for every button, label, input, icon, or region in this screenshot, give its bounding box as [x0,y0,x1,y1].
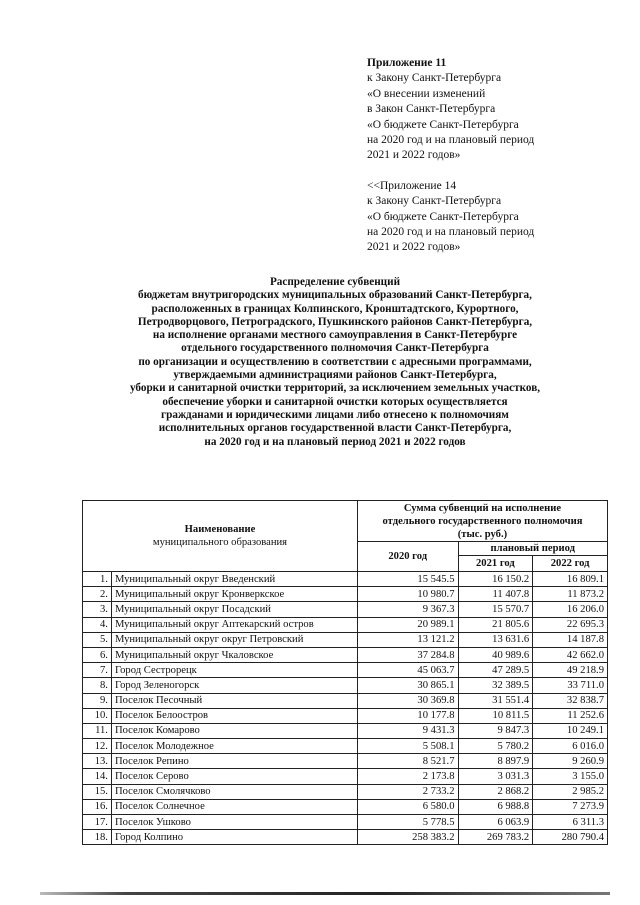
municipality-name: Поселок Молодежное [111,739,357,754]
value-2020: 5 778.5 [357,815,458,830]
value-2021: 40 989.6 [458,647,533,662]
title-line: уборки и санитарной очистки территорий, за исключением земельных участков, [129,382,541,395]
appendix-line: <<Приложение 14 [367,179,457,192]
value-2020: 5 508.1 [357,739,458,754]
value-2021: 9 847.3 [458,723,533,738]
municipality-name: Поселок Песочный [111,693,357,708]
value-2020: 258 383.2 [357,830,458,845]
header-2020: 2020 год [357,542,458,572]
value-2022: 9 260.9 [533,754,608,769]
value-2020: 30 865.1 [357,678,458,693]
table-row [83,693,608,708]
table-row [83,602,608,617]
value-2022: 6 016.0 [533,739,608,754]
appendix-line: Приложение 11 [367,57,447,69]
municipality-name: Поселок Репино [111,754,357,769]
municipality-name: Муниципальный округ Чкаловское [111,647,357,662]
municipality-name: Муниципальный округ Посадский [111,602,357,617]
document-title [60,276,610,449]
title-line: бюджетам внутригородских муниципальных образований Санкт-Петербурга, [138,289,532,302]
row-number: 3. [83,602,112,617]
value-2022: 16 809.1 [533,572,608,587]
municipality-name: Город Зеленогорск [111,678,357,693]
value-2021: 10 811.5 [458,708,533,723]
value-2022: 280 790.4 [533,830,608,845]
table-row [83,678,608,693]
value-2021: 13 631.6 [458,632,533,647]
value-2022: 14 187.8 [533,632,608,647]
title-line: утверждаемыми администрациями районов Санкт-Петербурга, [173,369,497,382]
table-row [83,647,608,662]
value-2022: 22 695.3 [533,617,608,632]
table-row [83,587,608,602]
value-2022: 11 873.2 [533,587,608,602]
appendix-line: «О бюджете Санкт-Петербурга [367,118,519,131]
value-2021: 11 407.8 [458,587,533,602]
row-number: 4. [83,617,112,632]
appendix-line: «О бюджете Санкт-Петербурга [367,210,519,223]
row-number: 14. [83,769,112,784]
value-2020: 10 177.8 [357,708,458,723]
row-number: 12. [83,739,112,754]
header-sum-line: отдельного государственного полномочия [382,515,583,527]
value-2020: 2 733.2 [357,784,458,799]
table-row [83,769,608,784]
value-2021: 15 570.7 [458,602,533,617]
header-2022: 2022 год [533,556,608,572]
title-line: Петродворцового, Петроградского, Пушкинского районов Санкт-Петербурга, [137,315,533,328]
header-sum-line: Сумма субвенций на исполнение [403,502,562,514]
value-2020: 10 980.7 [357,587,458,602]
value-2020: 20 989.1 [357,617,458,632]
appendix-line: к Закону Санкт-Петербурга [367,72,502,85]
value-2022: 33 711.0 [533,678,608,693]
municipality-name: Поселок Белоостров [111,708,357,723]
municipality-name: Муниципальный округ Аптекарский остров [111,617,357,632]
appendix-line: в Закон Санкт-Петербурга [367,103,496,116]
row-number: 16. [83,799,112,814]
municipality-name: Поселок Ушково [111,815,357,830]
value-2022: 2 985.2 [533,784,608,799]
table-row [83,617,608,632]
value-2020: 37 284.8 [357,647,458,662]
title-line: на исполнение органами местного самоуправления в Санкт-Петербурге [152,329,518,342]
value-2022: 32 838.7 [533,693,608,708]
header-planned: плановый период [458,542,608,556]
row-number: 9. [83,693,112,708]
value-2021: 6 063.9 [458,815,533,830]
value-2021: 31 551.4 [458,693,533,708]
table-row [83,663,608,678]
scan-edge-line [40,892,610,895]
municipality-name: Город Сестрорецк [111,663,357,678]
municipality-name: Муниципальный округ округ Петровский [111,632,357,647]
table-row [83,784,608,799]
title-line: исполнительных органов государственной власти Санкт-Петербурга, [158,422,512,435]
header-2021: 2021 год [458,556,533,572]
appendix-header [367,56,534,256]
value-2022: 16 206.0 [533,602,608,617]
row-number: 5. [83,632,112,647]
value-2021: 5 780.2 [458,739,533,754]
municipality-name: Поселок Солнечное [111,799,357,814]
title-line: на 2020 год и на плановый период 2021 и 2022 годов [204,435,466,448]
municipality-name: Муниципальный округ Введенский [111,572,357,587]
row-number: 15. [83,784,112,799]
value-2022: 10 249.1 [533,723,608,738]
subsidy-table [82,500,608,845]
value-2020: 45 063.7 [357,663,458,678]
row-number: 6. [83,647,112,662]
title-line: Распределение субвенций [269,276,401,288]
row-number: 11. [83,723,112,738]
title-line: отдельного государственного полномочия Санкт-Петербурга [181,342,489,355]
value-2021: 16 150.2 [458,572,533,587]
title-line: расположенных в границах Колпинского, Кронштадтского, Курортного, [151,302,519,315]
table-row [83,754,608,769]
row-number: 7. [83,663,112,678]
value-2020: 30 369.8 [357,693,458,708]
value-2022: 49 218.9 [533,663,608,678]
value-2022: 3 155.0 [533,769,608,784]
title-line: обеспечение уборки и санитарной очистки которых осуществляется [162,395,508,408]
table-row [83,799,608,814]
value-2022: 11 252.6 [533,708,608,723]
table-row [83,632,608,647]
value-2020: 6 580.0 [357,799,458,814]
value-2022: 7 273.9 [533,799,608,814]
table-row [83,723,608,738]
appendix-line: к Закону Санкт-Петербурга [367,195,502,208]
row-number: 17. [83,815,112,830]
header-sum-line: (тыс. руб.) [457,528,508,540]
row-number: 10. [83,708,112,723]
row-number: 13. [83,754,112,769]
row-number: 2. [83,587,112,602]
header-sum [357,501,607,542]
header-name [83,501,358,572]
value-2021: 47 289.5 [458,663,533,678]
value-2020: 15 545.5 [357,572,458,587]
appendix-line: на 2020 год и на плановый период [367,226,535,239]
appendix-line: 2021 и 2022 годов» [367,149,461,162]
title-line: гражданами и юридическими лицами либо отнесено к полномочиям [161,408,509,421]
appendix-line: «О внесении изменений [367,87,486,100]
value-2021: 6 988.8 [458,799,533,814]
value-2020: 2 173.8 [357,769,458,784]
value-2022: 42 662.0 [533,647,608,662]
row-number: 1. [83,572,112,587]
header-name-line: Наименование [184,524,256,535]
municipality-name: Город Колпино [111,830,357,845]
municipality-name: Поселок Серово [111,769,357,784]
header-name-line: муниципального образования [152,537,288,548]
table-row [83,830,608,845]
value-2022: 6 311.3 [533,815,608,830]
title-line: по организации и осуществлению в соответствии с адресными программами, [138,355,532,368]
municipality-name: Поселок Комарово [111,723,357,738]
row-number: 18. [83,830,112,845]
table-row [83,572,608,587]
value-2020: 13 121.2 [357,632,458,647]
value-2021: 21 805.6 [458,617,533,632]
value-2021: 8 897.9 [458,754,533,769]
appendix-line: на 2020 год и на плановый период [367,134,535,147]
value-2020: 9 367.3 [357,602,458,617]
value-2020: 9 431.3 [357,723,458,738]
municipality-name: Поселок Смолячково [111,784,357,799]
table-row [83,708,608,723]
municipality-name: Муниципальный округ Кронверкское [111,587,357,602]
row-number: 8. [83,678,112,693]
table-row [83,739,608,754]
value-2021: 2 868.2 [458,784,533,799]
value-2020: 8 521.7 [357,754,458,769]
appendix-line: 2021 и 2022 годов» [367,241,461,254]
value-2021: 3 031.3 [458,769,533,784]
value-2021: 269 783.2 [458,830,533,845]
table-row [83,815,608,830]
value-2021: 32 389.5 [458,678,533,693]
